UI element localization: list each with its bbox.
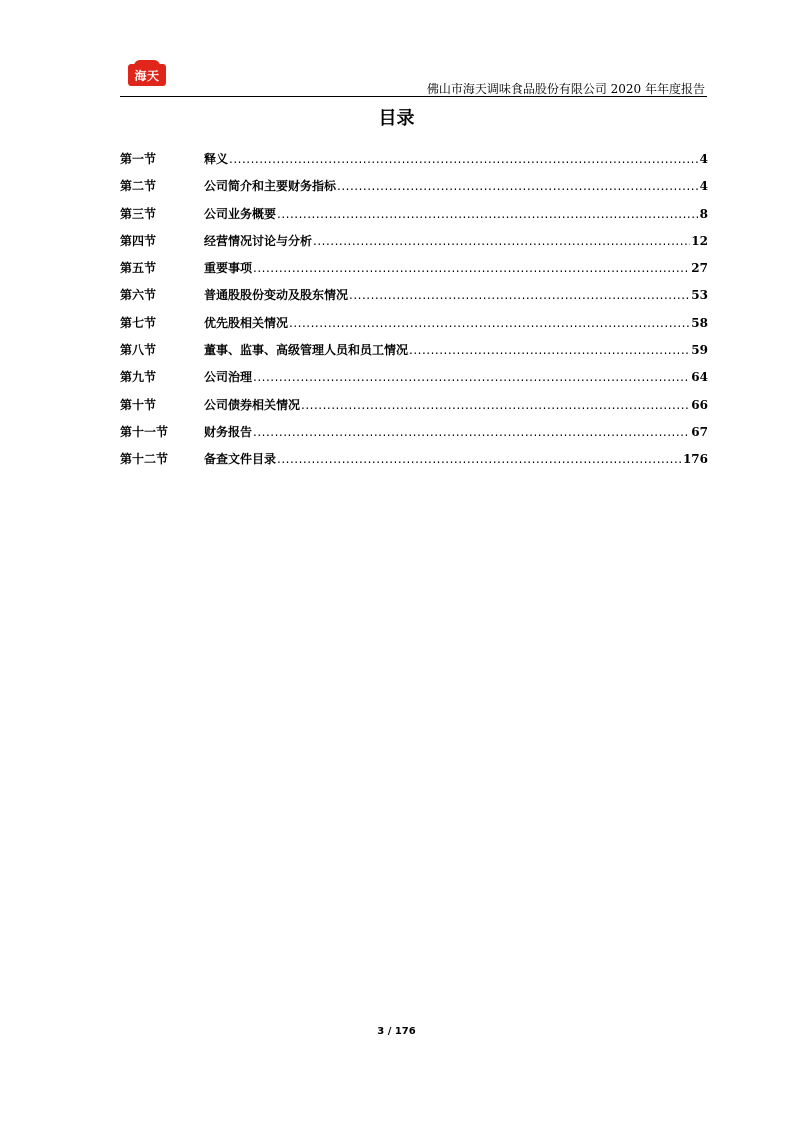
toc-section-number: 第三节 xyxy=(120,206,157,221)
toc-section-title: 公司治理 xyxy=(204,370,253,385)
toc-leader-dots xyxy=(349,288,690,302)
logo-text: 海天 xyxy=(134,68,160,83)
toc-leader-dots xyxy=(289,316,690,330)
toc-page-number: 53 xyxy=(691,288,708,303)
toc-entry[interactable] xyxy=(120,259,708,286)
toc-page-number: 4 xyxy=(699,179,708,194)
toc-page-number: 12 xyxy=(691,233,708,248)
toc-entry[interactable] xyxy=(120,150,708,177)
toc-section-number: 第十一节 xyxy=(120,424,169,439)
toc-leader-dots xyxy=(277,207,699,221)
toc-leader-dots xyxy=(277,452,682,466)
toc-section-number: 第二节 xyxy=(120,179,157,194)
toc-section-title: 公司业务概要 xyxy=(204,206,277,221)
toc-section-title: 普通股股份变动及股东情况 xyxy=(204,288,349,303)
toc-leader-dots xyxy=(313,234,690,248)
toc-section-title: 公司债券相关情况 xyxy=(204,397,301,412)
toc-entry[interactable] xyxy=(120,232,708,259)
toc-leader-dots xyxy=(253,261,690,275)
toc-entry[interactable] xyxy=(120,177,708,204)
toc-section-title: 公司简介和主要财务指标 xyxy=(204,179,337,194)
toc-page-number: 8 xyxy=(699,206,708,221)
toc-section-number: 第一节 xyxy=(120,152,157,166)
toc-page-number: 4 xyxy=(699,152,708,166)
toc-page-number: 67 xyxy=(691,424,708,439)
toc-page-number: 58 xyxy=(691,315,708,330)
toc-entry[interactable] xyxy=(120,396,708,423)
toc-section-number: 第五节 xyxy=(120,261,157,276)
toc-section-number: 第八节 xyxy=(120,343,157,358)
toc-section-number: 第九节 xyxy=(120,370,157,385)
toc-section-title: 释义 xyxy=(204,152,229,166)
toc-section-number: 第十节 xyxy=(120,397,157,412)
toc-page-number: 59 xyxy=(691,343,708,358)
toc-page-number: 176 xyxy=(682,452,708,467)
toc-leader-dots xyxy=(301,398,690,412)
toc-leader-dots xyxy=(337,179,699,193)
toc-title: 目录 xyxy=(378,108,415,129)
toc-section-title: 董事、监事、高级管理人员和员工情况 xyxy=(204,343,409,358)
toc-leader-dots xyxy=(253,370,690,384)
toc-entry[interactable] xyxy=(120,205,708,232)
toc-entry[interactable] xyxy=(120,341,708,368)
toc-section-number: 第十二节 xyxy=(120,452,169,467)
toc-entry[interactable] xyxy=(120,286,708,313)
toc-page-number: 64 xyxy=(691,370,708,385)
toc-section-number: 第四节 xyxy=(120,233,157,248)
header-divider xyxy=(120,96,707,97)
toc-section-title: 备查文件目录 xyxy=(204,452,277,467)
toc-section-number: 第六节 xyxy=(120,288,157,303)
toc-entry[interactable] xyxy=(120,314,708,341)
toc-section-title: 财务报告 xyxy=(204,424,253,439)
toc-section-title: 经营情况讨论与分析 xyxy=(204,233,313,248)
toc-leader-dots xyxy=(409,343,690,357)
toc-entry[interactable] xyxy=(120,368,708,395)
toc-section-title: 重要事项 xyxy=(204,261,253,276)
toc-leader-dots xyxy=(253,425,690,439)
report-header-title: 佛山市海天调味食品股份有限公司 2020 年年度报告 xyxy=(426,82,705,96)
company-logo xyxy=(128,64,166,86)
table-of-contents xyxy=(120,150,708,478)
page-number-footer: 3 / 176 xyxy=(377,1026,416,1037)
toc-section-number: 第七节 xyxy=(120,315,157,330)
toc-section-title: 优先股相关情况 xyxy=(204,315,289,330)
toc-page-number: 27 xyxy=(691,261,708,276)
toc-entry[interactable] xyxy=(120,423,708,450)
toc-leader-dots xyxy=(229,152,699,166)
toc-page-number: 66 xyxy=(691,397,708,412)
toc-entry[interactable] xyxy=(120,450,708,477)
